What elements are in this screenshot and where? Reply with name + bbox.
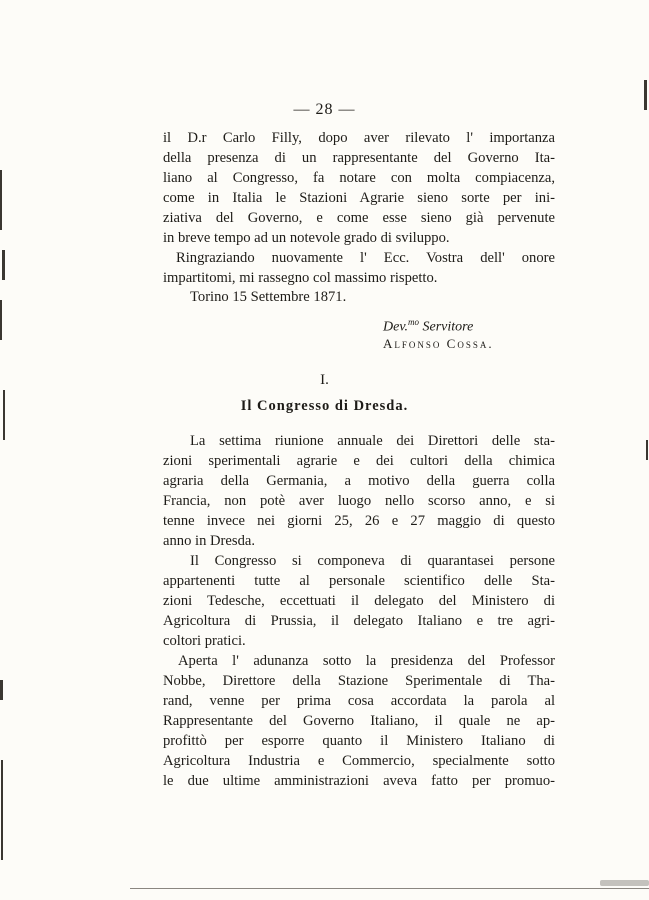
text-line: Aperta l' adunanza sotto la presidenza del Professor (178, 653, 555, 669)
text-line: della presenza di un rappresentante del Governo Ita- (163, 150, 555, 166)
scan-edge-mark (3, 390, 5, 440)
scan-edge-mark (2, 250, 5, 280)
text-line: in breve tempo ad un notevole grado di sviluppo. (163, 230, 450, 246)
closing-abbr: Dev. (383, 319, 408, 335)
date-line: Torino 15 Settembre 1871. (190, 289, 347, 305)
text-line: Agricoltura Industria e Commercio, specialmente sotto (163, 753, 555, 769)
text-line: rand, venne per prima cosa accordata la parola al (163, 693, 555, 709)
signature-name: Alfonso Cossa. (383, 336, 494, 351)
text-line: Ringraziando nuovamente l' Ecc. Vostra dell' onore (176, 250, 555, 266)
text-line: zioni Tedesche, eccettuati il delegato del Ministero di (163, 593, 555, 609)
closing-title: Servitore (422, 319, 474, 335)
section-title: Il Congresso di Dresda. (240, 398, 409, 414)
scan-edge-mark (0, 680, 3, 700)
text-line: Francia, non potè aver luogo nello scorso anno, e si (163, 493, 555, 509)
scan-edge-mark (646, 440, 648, 460)
text-line: liano al Congresso, fa notare con molta compiacenza, (163, 170, 555, 186)
text-line: profittò per esporre quanto il Ministero Italiano di (163, 733, 555, 749)
text-line: anno in Dresda. (163, 533, 255, 549)
text-line: zioni sperimentali agrarie e dei cultori della chimica (163, 453, 555, 469)
page-number: — 28 — (293, 101, 356, 118)
scan-edge-mark (1, 760, 3, 860)
closing-sup: mo (408, 317, 419, 327)
text-line: impartitomi, mi rassegno col massimo rispetto. (163, 270, 438, 286)
scan-bottom-edge (130, 888, 649, 889)
text-line: ziativa del Governo, e come esse sieno già pervenute (163, 210, 555, 226)
text-line: appartenenti tutte al personale scientifico delle Sta- (163, 573, 555, 589)
text-line: Rappresentante del Governo Italiano, il quale ne ap- (163, 713, 555, 729)
text-line: come in Italia le Stazioni Agrarie sieno sorte per ini- (163, 190, 555, 206)
text-line: coltori pratici. (163, 633, 246, 649)
text-line: Nobbe, Direttore della Stazione Sperimentale di Tha- (163, 673, 555, 689)
text-line: agraria della Germania, a motivo della guerra colla (163, 473, 555, 489)
text-line: La settima riunione annuale dei Direttori delle sta- (190, 433, 555, 449)
text-line: il D.r Carlo Filly, dopo aver rilevato l' importanza (163, 130, 555, 146)
text-line: le due ultime amministrazioni aveva fatto per promuo- (163, 773, 555, 789)
scan-edge-mark (644, 80, 647, 110)
text-line: Agricoltura di Prussia, il delegato Italiano e tre agri- (163, 613, 555, 629)
scan-smudge (600, 880, 649, 886)
closing-salutation (383, 317, 473, 336)
section-numeral: I. (320, 372, 329, 388)
text-line: tenne invece nei giorni 25, 26 e 27 maggio di questo (163, 513, 555, 529)
scan-edge-mark (0, 300, 2, 340)
scan-edge-mark (0, 170, 2, 230)
text-line: Il Congresso si componeva di quarantasei persone (190, 553, 555, 569)
